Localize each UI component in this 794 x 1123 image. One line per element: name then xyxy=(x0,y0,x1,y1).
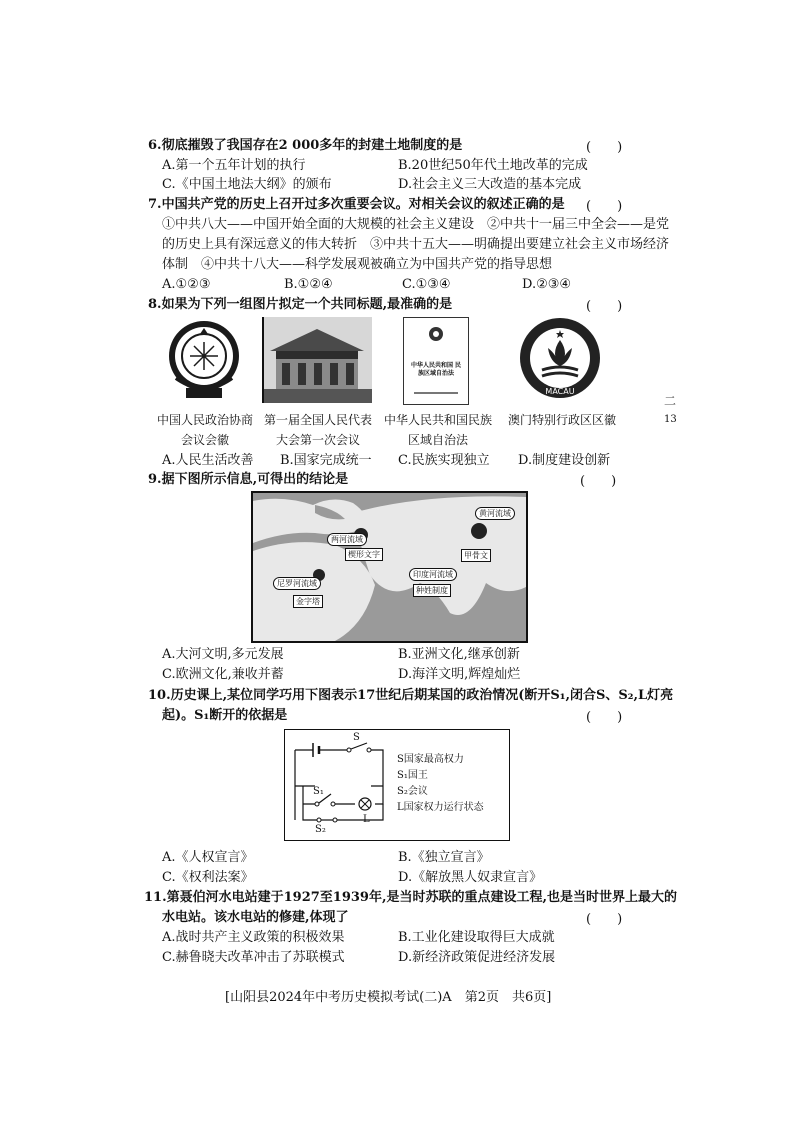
q7-option-d: D.②③④ xyxy=(522,277,572,292)
q9-stem: 9.据下图所示信息,可得出的结论是 xyxy=(148,472,349,487)
q8-option-d: D.制度建设创新 xyxy=(518,453,611,468)
q10-option-c: C.《权利法案》 xyxy=(162,870,254,885)
caption-macau: 澳门特别行政区区徽 xyxy=(507,413,616,427)
book-title: 中华人民共和国 民族区域自治法 xyxy=(410,362,462,377)
q10-option-d: D.《解放黑人奴隶宣言》 xyxy=(398,870,543,885)
q7-line-2: 的历史上具有深远意义的伟大转折 ③中共十五大——明确提出要建立社会主义市场经济 xyxy=(162,237,670,252)
national-emblem-icon xyxy=(428,326,444,342)
q8-option-a: A.人民生活改善 xyxy=(162,453,254,468)
ancient-civilizations-map xyxy=(251,491,528,643)
caption-law-line2: 区域自治法 xyxy=(407,433,468,447)
q11-option-d: D.新经济政策促进经济发展 xyxy=(398,950,556,965)
npc-first-session-photo xyxy=(262,317,372,403)
q10-line-1: 10.历史课上,某位同学巧用下图表示17世纪后期某国的政治情况(断开S₁,闭合S、S₂,L灯亮 xyxy=(148,688,674,703)
circuit-label-s2: S₂ xyxy=(315,824,326,835)
q10-line-2: 起)。S₁断开的依据是 xyxy=(162,708,288,723)
caption-law-line1: 中华人民共和国民族 xyxy=(383,413,492,427)
macau-emblem-image xyxy=(518,316,602,400)
caption-npc-line2: 大会第一次会议 xyxy=(275,433,360,447)
q8-option-b: B.国家完成统一 xyxy=(280,453,372,468)
circuit-legend-2: S₁国王 xyxy=(397,770,428,781)
label-huang-he: 黄河流域 xyxy=(475,507,515,520)
q9-option-c: C.欧洲文化,兼收并蓄 xyxy=(162,667,284,682)
circuit-legend-1: S国家最高权力 xyxy=(397,754,464,765)
q9-answer-paren: ( ) xyxy=(580,474,617,489)
circuit-legend-3: S₂会议 xyxy=(397,786,428,797)
q9-option-a: A.大河文明,多元发展 xyxy=(162,647,284,662)
circuit-label-s1: S₁ xyxy=(313,786,324,797)
label-zhong-xing: 种姓制度 xyxy=(413,584,451,597)
page-footer: [山阳县2024年中考历史模拟考试(二)A 第2页 共6页] xyxy=(225,990,552,1005)
q6-option-d: D.社会主义三大改造的基本完成 xyxy=(398,177,582,192)
q11-option-b: B.工业化建设取得巨大成就 xyxy=(398,930,555,945)
q7-line-1: ①中共八大——中国开始全面的大规模的社会主义建设 ②中共十一届三中全会——是党 xyxy=(162,217,670,232)
caption-cppcc-line2: 会议会徽 xyxy=(180,433,229,447)
q10-answer-paren: ( ) xyxy=(586,710,623,725)
q10-option-b: B.《独立宣言》 xyxy=(398,850,490,865)
circuit-label-l: L xyxy=(363,814,370,825)
label-jia-gu: 甲骨文 xyxy=(461,549,491,562)
cppcc-emblem-image xyxy=(166,318,242,402)
caption-cppcc-line1: 中国人民政治协商 xyxy=(156,413,253,427)
label-jin-zi-ta: 金字塔 xyxy=(293,595,323,608)
q6-answer-paren: ( ) xyxy=(586,140,623,155)
q7-line-3: 体制 ④中共十八大——科学发展观被确立为中国共产党的指导思想 xyxy=(162,257,553,272)
side-mark-char: 二 xyxy=(664,394,677,408)
q11-answer-paren: ( ) xyxy=(586,912,623,927)
q6-option-a: A.第一个五年计划的执行 xyxy=(162,158,306,173)
q9-option-d: D.海洋文明,辉煌灿烂 xyxy=(398,667,521,682)
autonomy-law-book-image xyxy=(403,317,469,405)
q6-option-b: B.20世纪50年代土地改革的完成 xyxy=(398,158,588,173)
macau-text: MACAU xyxy=(545,387,575,396)
q8-option-c: C.民族实现独立 xyxy=(398,453,490,468)
q6-stem: 6.彻底摧毁了我国存在2 000多年的封建土地制度的是 xyxy=(148,138,463,153)
q11-option-c: C.赫鲁晓夫改革冲击了苏联模式 xyxy=(162,950,345,965)
label-liang-he: 两河流域 xyxy=(327,533,367,546)
label-ni-luo: 尼罗河流域 xyxy=(273,577,321,590)
q8-stem: 8.如果为下列一组图片拟定一个共同标题,最准确的是 xyxy=(148,297,453,312)
q10-option-a: A.《人权宣言》 xyxy=(162,850,254,865)
circuit-label-s: S xyxy=(353,732,360,743)
q7-option-a: A.①②③ xyxy=(162,277,211,292)
q7-option-b: B.①②④ xyxy=(284,277,333,292)
q6-option-c: C.《中国土地法大纲》的颁布 xyxy=(162,177,332,192)
q7-answer-paren: ( ) xyxy=(586,199,623,214)
circuit-legend-4: L国家权力运行状态 xyxy=(397,802,484,813)
book-footer-line xyxy=(414,392,458,394)
q11-line-2: 水电站。该水电站的修建,体现了 xyxy=(162,910,349,925)
caption-npc-line1: 第一届全国人民代表 xyxy=(263,413,372,427)
side-mark-number: 13 xyxy=(664,414,677,425)
q9-option-b: B.亚洲文化,继承创新 xyxy=(398,647,520,662)
label-xing-xing: 楔形文字 xyxy=(345,548,383,561)
q11-option-a: A.战时共产主义政策的积极效果 xyxy=(162,930,345,945)
q11-line-1: 11.第聂伯河水电站建于1927至1939年,是当时苏联的重点建设工程,也是当时世界上最大的 xyxy=(144,890,678,905)
q7-option-c: C.①③④ xyxy=(402,277,451,292)
q8-answer-paren: ( ) xyxy=(586,299,623,314)
circuit-diagram xyxy=(284,729,510,841)
q7-stem: 7.中国共产党的历史上召开过多次重要会议。对相关会议的叙述正确的是 xyxy=(148,197,565,212)
label-yin-du: 印度河流域 xyxy=(409,568,457,581)
